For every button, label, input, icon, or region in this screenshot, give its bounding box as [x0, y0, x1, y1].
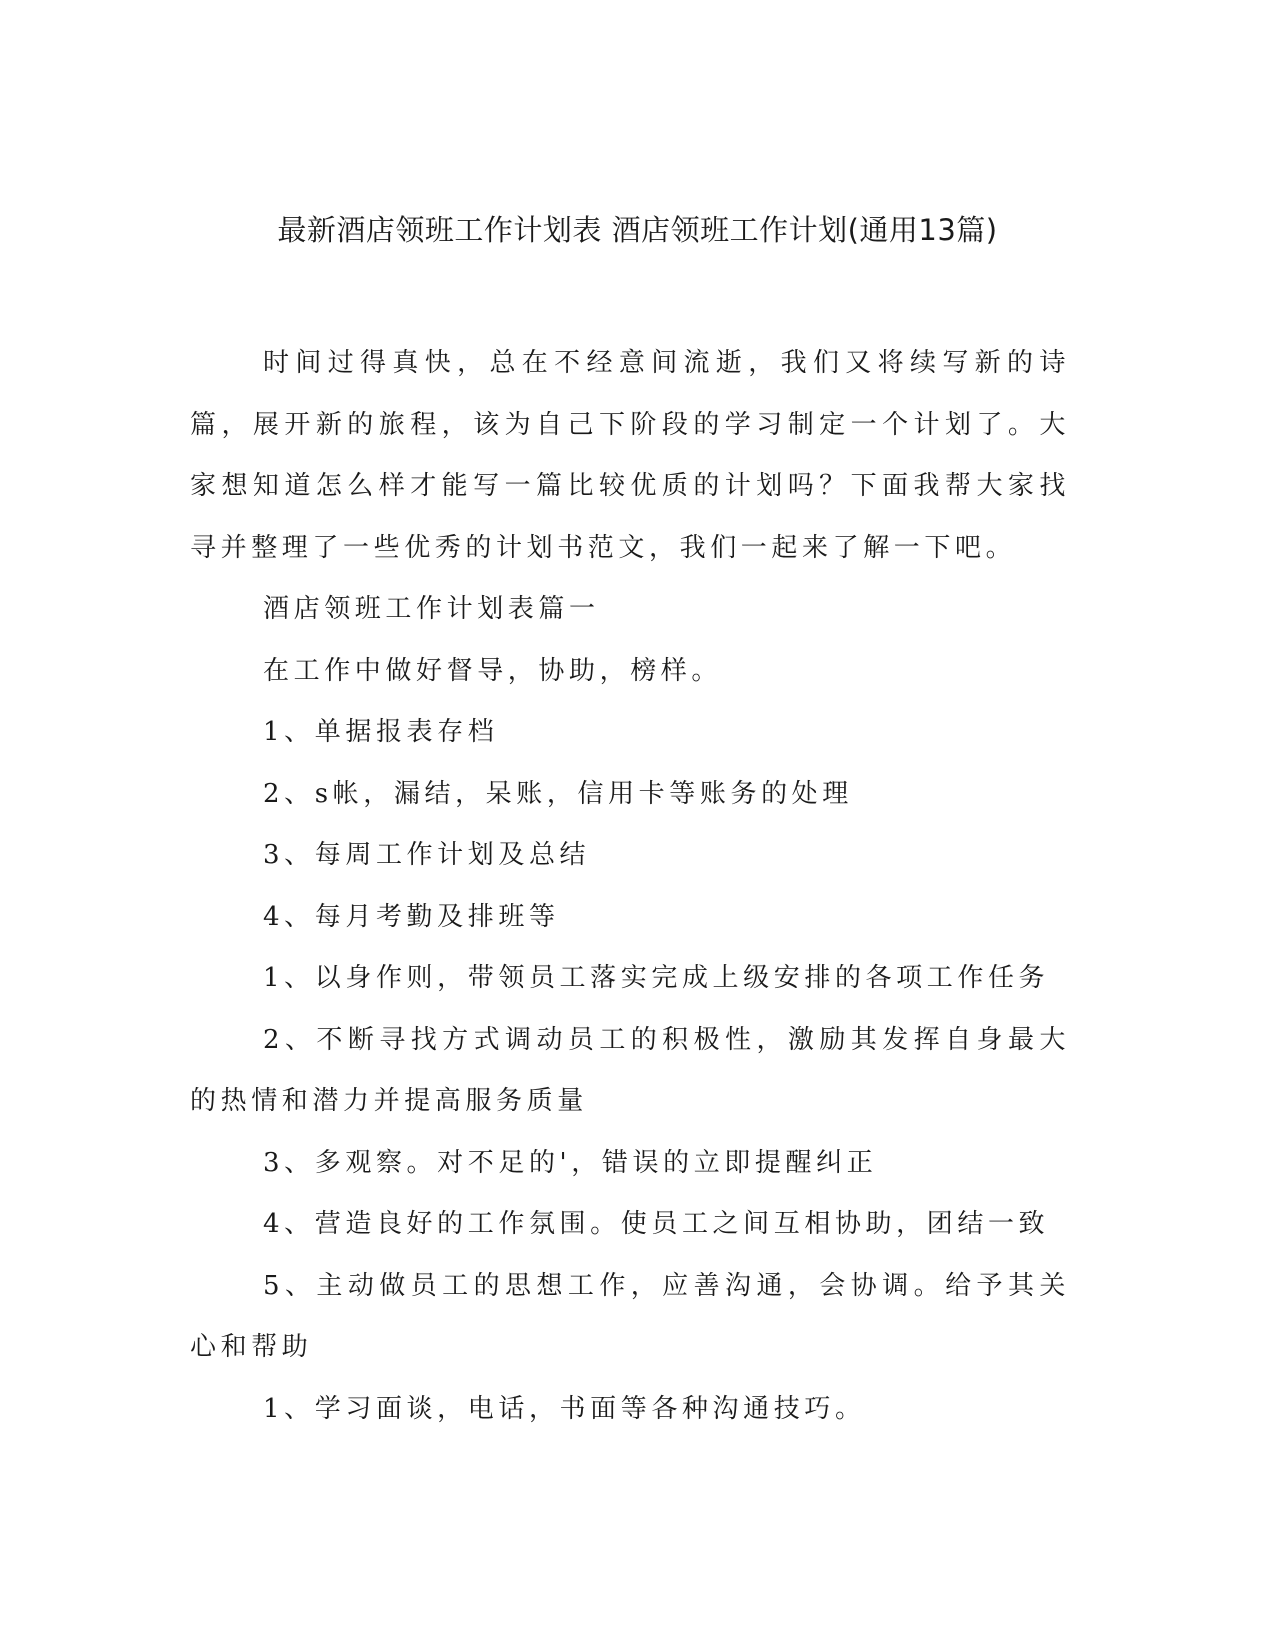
document-title: 最新酒店领班工作计划表 酒店领班工作计划(通用13篇) [277, 213, 998, 247]
section-heading: 酒店领班工作计划表篇一 [263, 594, 600, 624]
list-item: 4、营造良好的工作氛围。使员工之间互相协助，团结一致 [263, 1209, 1050, 1239]
list-item: 4、每月考勤及排班等 [263, 901, 560, 932]
list-item: 5、主动做员工的思想工作，应善沟通，会协调。给予其关心和帮助 [190, 1270, 1070, 1362]
body-paragraph: 在工作中做好督导，协助，榜样。 [263, 655, 723, 686]
list-item: 2、不断寻找方式调动员工的积极性，激励其发挥自身最大的热情和潜力并提高服务质量 [190, 1024, 1070, 1116]
list-item: 3、每周工作计划及总结 [263, 840, 591, 870]
document-body [190, 333, 1070, 1440]
list-item: 1、学习面谈，电话，书面等各种沟通技巧。 [263, 1393, 866, 1424]
list-item: 1、以身作则，带领员工落实完成上级安排的各项工作任务 [263, 963, 1050, 993]
list-item: 2、s帐，漏结，呆账，信用卡等账务的处理 [263, 778, 853, 809]
list-item: 3、多观察。对不足的'，错误的立即提醒纠正 [263, 1147, 878, 1178]
list-item: 1、单据报表存档 [263, 717, 499, 747]
intro-paragraph: 时间过得真快，总在不经意间流逝，我们又将续写新的诗篇，展开新的旅程，该为自己下阶段的学习制定一个计划了。大家想知道怎么样才能写一篇比较优质的计划吗？下面我帮大家找寻并整理了一些优秀的计划书范文，我们一起来了解一下吧。 [190, 348, 1070, 563]
